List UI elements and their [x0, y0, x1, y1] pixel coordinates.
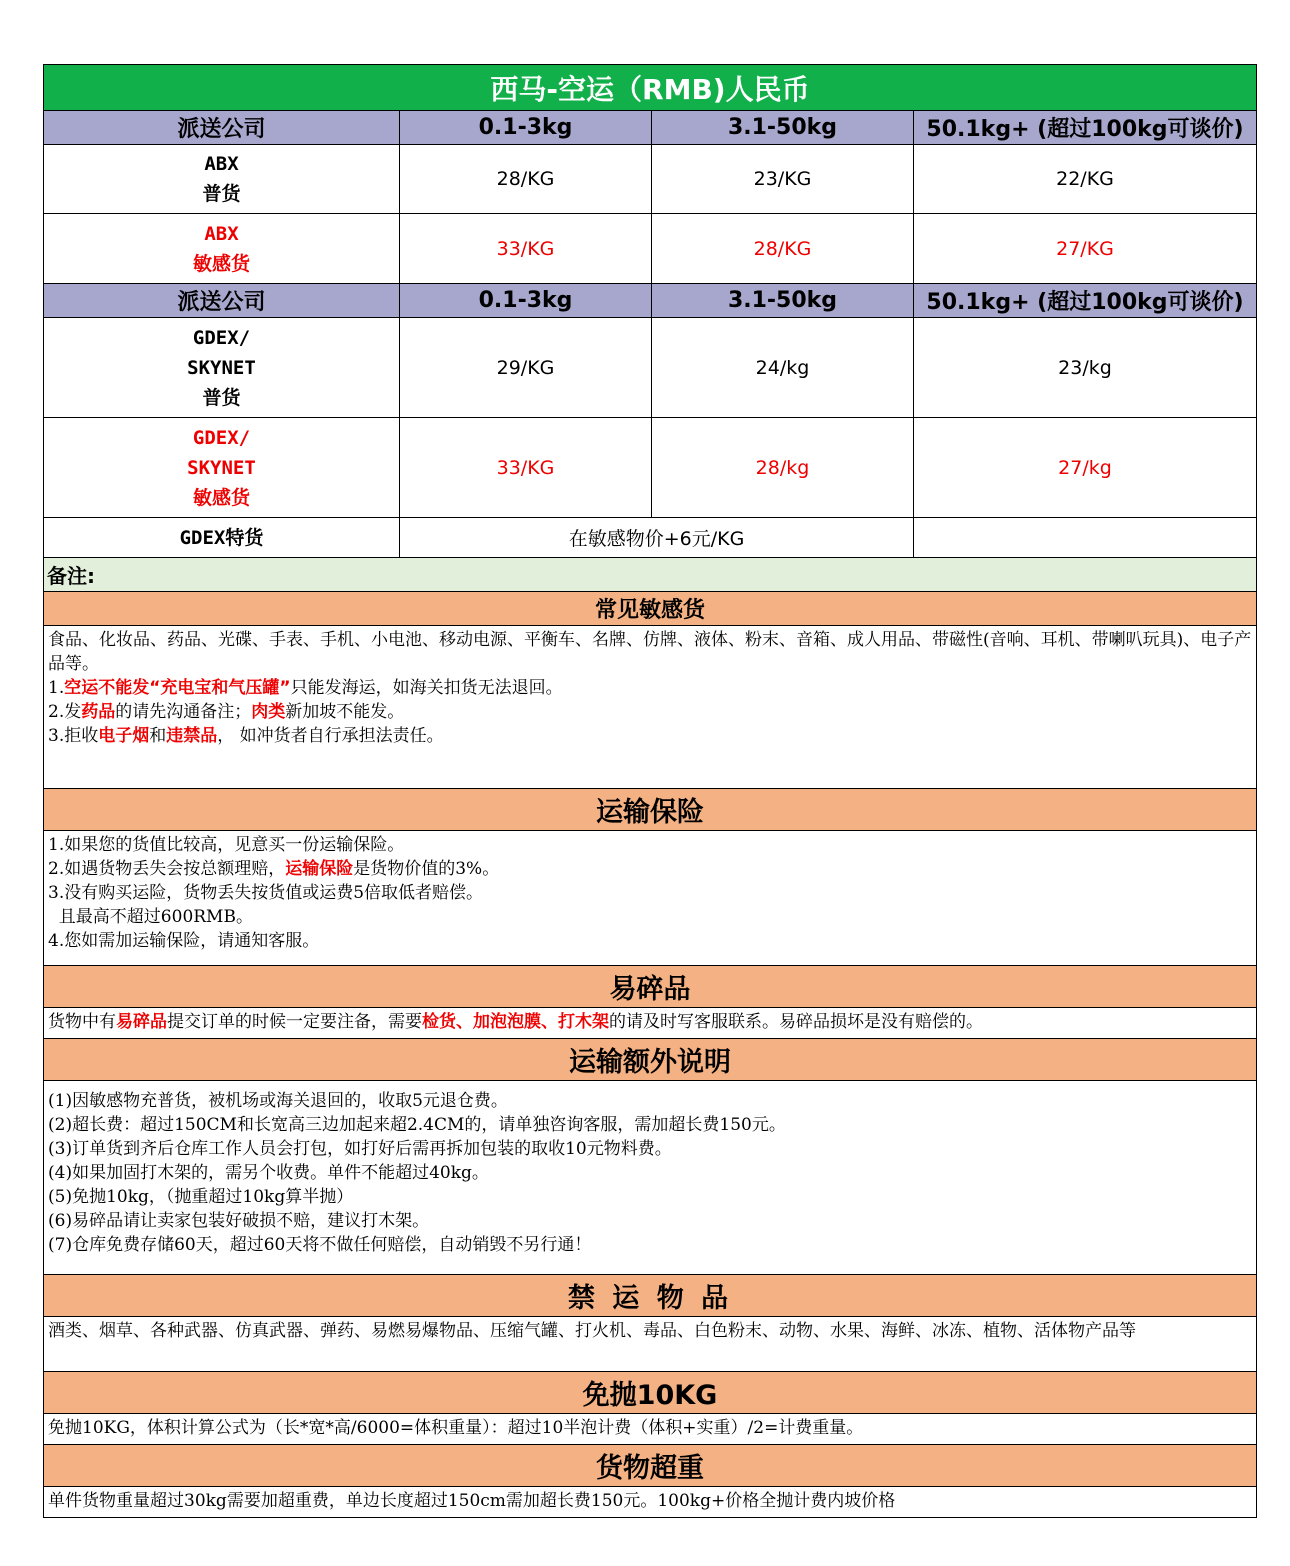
table-row	[44, 145, 1257, 214]
price-cell: 24/kg	[652, 318, 914, 418]
section-body-insurance: 1.如果您的货值比较高，见意买一份运输保险。 2.如遇货物丢失会按总额理赔，运输保险是货物价值的3%。 3.没有购买运险，货物丢失按货值或运费5倍取低者赔偿。 且最高不超过600RMB。 4.您如需加运输保险，请通知客服。	[44, 831, 1257, 966]
price-cell: 28/KG	[400, 145, 652, 214]
section-title-overweight: 货物超重	[44, 1445, 1257, 1487]
section-title-insurance: 运输保险	[44, 789, 1257, 831]
col-header-tier1: 0.1-3kg	[400, 284, 652, 318]
price-cell: 23/KG	[652, 145, 914, 214]
price-cell: 22/KG	[914, 145, 1257, 214]
table-row	[44, 318, 1257, 418]
list-item: (2)超长费：超过150CM和长宽高三边加起来超2.4CM的，请单独咨询客服，需加超长费150元。	[48, 1115, 786, 1135]
price-cell: 33/KG	[400, 214, 652, 284]
price-table	[43, 64, 1257, 1518]
section-title-sensitive: 常见敏感货	[44, 592, 1257, 626]
price-cell: 28/KG	[652, 214, 914, 284]
table-row	[44, 418, 1257, 518]
price-cell: 33/KG	[400, 418, 652, 518]
table-row	[44, 214, 1257, 284]
price-cell: 27/KG	[914, 214, 1257, 284]
notes-label: 备注:	[44, 558, 1257, 592]
col-header-company: 派送公司	[44, 284, 400, 318]
section-body-free-dim: 免抛10KG，体积计算公式为（长*宽*高/6000=体积重量）：超过10半泡计费（体积+实重）/2=计费重量。	[44, 1414, 1257, 1445]
list-item: (6)易碎品请让卖家包装好破损不赔，建议打木架。	[48, 1211, 430, 1231]
list-item: (5)免抛10kg，（抛重超过10kg算半抛）	[48, 1187, 354, 1207]
company-name: ABX 普货	[44, 145, 400, 214]
col-header-tier2: 3.1-50kg	[652, 111, 914, 145]
price-cell: 28/kg	[652, 418, 914, 518]
price-cell: 29/KG	[400, 318, 652, 418]
section-title-fragile: 易碎品	[44, 966, 1257, 1008]
list-item: (3)订单货到齐后仓库工作人员会打包，如打好后需再拆加包装的取收10元物料费。	[48, 1139, 672, 1159]
company-name: ABX 敏感货	[44, 214, 400, 284]
price-cell: 23/kg	[914, 318, 1257, 418]
company-name: GDEX/ SKYNET 普货	[44, 318, 400, 418]
section-body-prohibited: 酒类、烟草、各种武器、仿真武器、弹药、易燃易爆物品、压缩气罐、打火机、毒品、白色粉末、动物、水果、海鲜、冰冻、植物、活体物产品等	[44, 1317, 1257, 1372]
col-header-tier2: 3.1-50kg	[652, 284, 914, 318]
special-price: 在敏感物价+6元/KG	[400, 518, 914, 558]
list-item: (7)仓库免费存储60天，超过60天将不做任何赔偿，自动销毁不另行通！	[48, 1235, 592, 1255]
price-sheet	[43, 64, 1256, 1518]
col-header-tier3: 50.1kg+ (超过100kg可谈价)	[914, 111, 1257, 145]
section-title-extra: 运输额外说明	[44, 1039, 1257, 1081]
company-name: GDEX/ SKYNET 敏感货	[44, 418, 400, 518]
section-body-sensitive: 食品、化妆品、药品、光碟、手表、手机、小电池、移动电源、平衡车、名牌、仿牌、液体、粉末、音箱、成人用品、带磁性(音响、耳机、带喇叭玩具)、电子产品等。 1.空运不能发“充电宝和气压罐”只能发海运，如海关扣货无法退回。 2.发药品的请先沟通备注；肉类新加坡不能发。 3.拒收电子烟和违禁品， 如冲货者自行承担法责任。	[44, 626, 1257, 789]
section-body-extra	[44, 1081, 1257, 1275]
table-row	[44, 518, 1257, 558]
price-cell: 27/kg	[914, 418, 1257, 518]
col-header-tier1: 0.1-3kg	[400, 111, 652, 145]
sheet-title: 西马-空运（RMB)人民币	[44, 65, 1257, 111]
section-body-fragile: 货物中有易碎品提交订单的时候一定要注备，需要检货、加泡泡膜、打木架的请及时写客服联系。易碎品损坏是没有赔偿的。	[44, 1008, 1257, 1039]
list-item: (4)如果加固打木架的，需另个收费。单件不能超过40kg。	[48, 1163, 489, 1183]
section-title-prohibited: 禁 运 物 品	[44, 1275, 1257, 1317]
col-header-company: 派送公司	[44, 111, 400, 145]
list-item: (1)因敏感物充普货，被机场或海关退回的，收取5元退仓费。	[48, 1091, 508, 1111]
empty-cell	[914, 518, 1257, 558]
section-title-free-dim: 免抛10KG	[44, 1372, 1257, 1414]
company-name: GDEX特货	[44, 518, 400, 558]
col-header-tier3: 50.1kg+ (超过100kg可谈价)	[914, 284, 1257, 318]
section-body-overweight: 单件货物重量超过30kg需要加超重费，单边长度超过150cm需加超长费150元。100kg+价格全抛计费内坡价格	[44, 1487, 1257, 1518]
